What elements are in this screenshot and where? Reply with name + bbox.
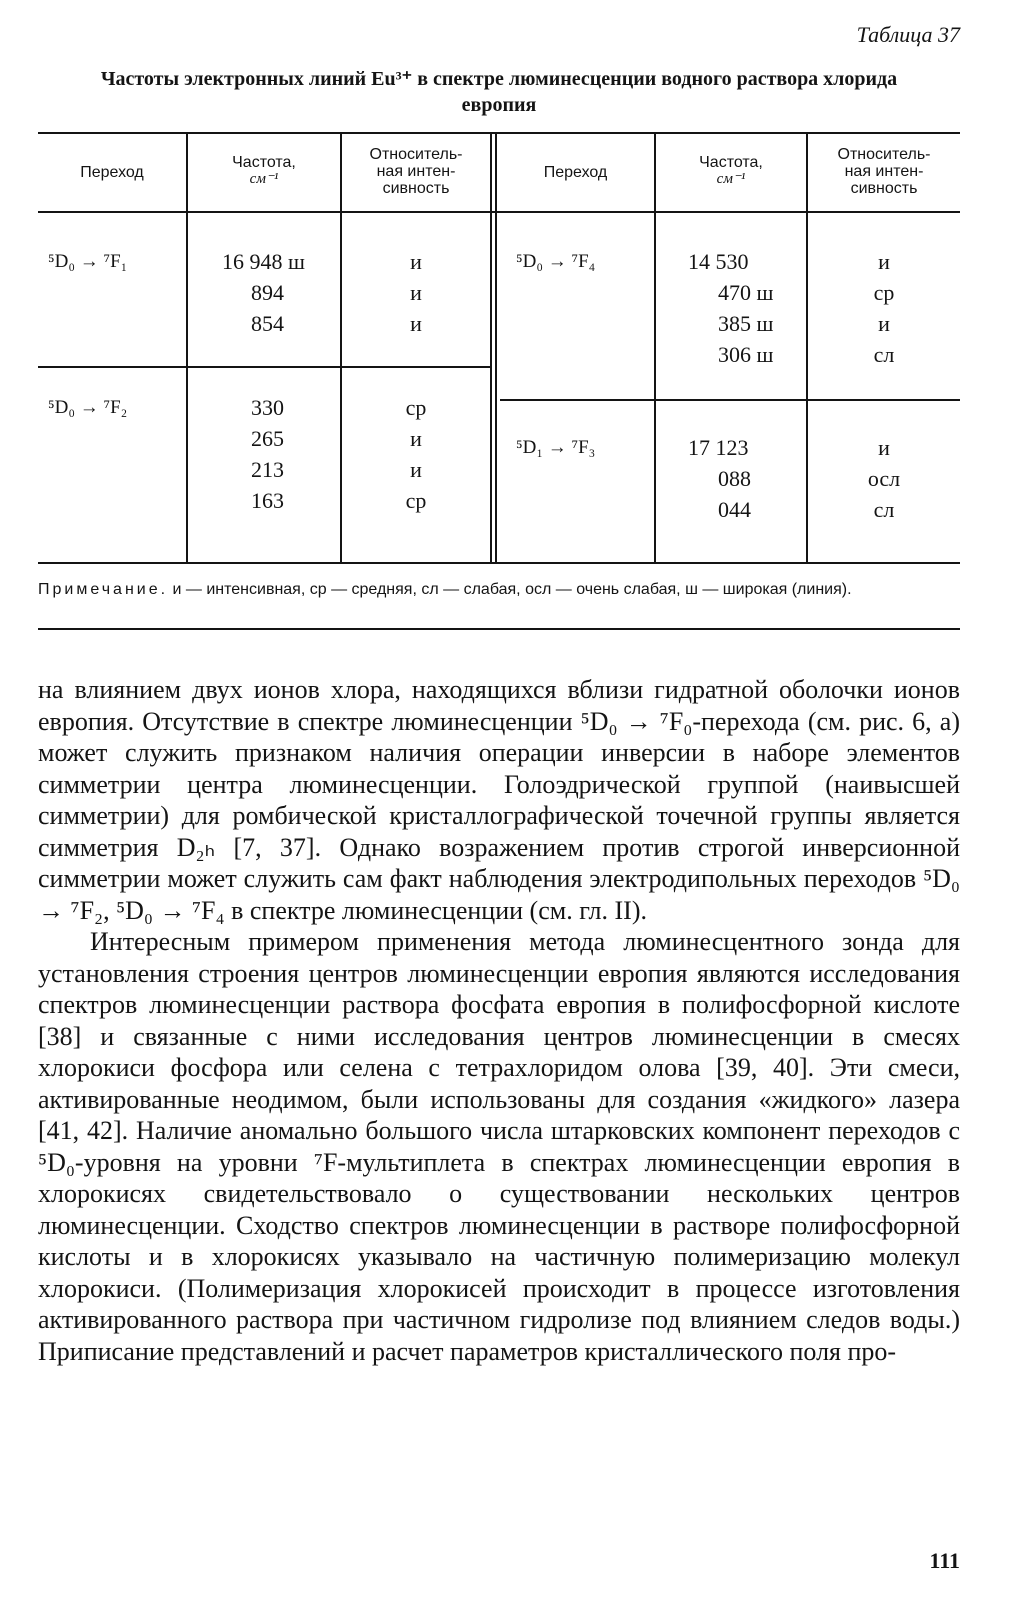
page-number: 111 (929, 1548, 960, 1573)
transition-cell: ⁵D₀ → ⁷F₂ (48, 397, 128, 418)
intensity-cell: и ср и сл (873, 249, 895, 367)
table-note (38, 579, 960, 601)
header-transition-right: Переход (543, 164, 608, 181)
frequency-cell: 330 265 213 163 (251, 395, 284, 513)
intensity-cell: ср и и ср (405, 395, 427, 513)
header-frequency-left: Частота, см⁻¹ (232, 154, 296, 187)
book-page (38, 14, 960, 1584)
table-title: Частоты электронных линий Eu³⁺ в спектре люминесценции водного раствора хлорида европия (100, 68, 898, 116)
transition-cell: ⁵D₀ → ⁷F₁ (48, 251, 128, 272)
table-vline-double-a (490, 134, 492, 562)
frequency-cell: 17 123 088 044 (688, 435, 751, 522)
frequency-cell: 16 948 ш 894 854 (222, 249, 305, 336)
paragraph: Интересным примером применения метода люминесцентного зонда для установления строения центров люминесценции европия являются исследования спектров люминесценции раствора фосфата европия в полифосфорной кислоте [38] и связанные с ними исследования центров люминесценции в смесях хлорокиси фосфора или селена с тетрахлоридом олова [39, 40]. Эти смеси, активированные неодимом, были использованы для создания «жидкого» лазера [41, 42]. Наличие аномально большого числа штарковских компонент переходов с ⁵D₀-уровня на уровни ⁷F-мультиплета в спектрах люминесценции европия в хлорокисях свидетельствовало о существовании нескольких центров люминесценции. Сходство спектров люминесценции в растворе полифосфорной кислоты и в хлорокисях указывало на частичную полимеризацию молекул хлорокиси. (Полимеризация хлорокисей происходит в процессе изготовления активированного раствора при частичном гидролизе под влиянием следов воды.) Приписание представлений и расчет параметров кристаллического поля про- (38, 927, 960, 1366)
paragraph: на влиянием двух ионов хлора, находящихся вблизи гидратной оболочки ионов европия. Отсутствие в спектре люминесценции ⁵D₀ → ⁷F₀-перехода (см. рис. 6, а) может служить признаком наличия операции инверсии в наборе элементов симметрии центра люминесценции. Голоэдрической группой (наивысшей симметрии) для ромбической кристаллографической точечной группы является симметрия D₂ₕ [7, 37]. Однако возражением против строгой инверсионной симметрии может служить сам факт наблюдения электродипольных переходов ⁵D₀ → ⁷F₂, ⁵D₀ → ⁷F₄ в спектре люминесценции (см. гл. II). (38, 675, 960, 925)
intensity-cell: и и и (410, 249, 422, 336)
table-bottom-rule (38, 562, 960, 564)
table-top-rule (38, 132, 960, 134)
header-frequency-right: Частота, см⁻¹ (699, 154, 763, 187)
header-transition-left: Переход (80, 164, 144, 181)
note-text: и — интенсивная, ср — средняя, сл — слабая, осл — очень слабая, ш — широкая (линия). (172, 581, 852, 598)
header-intensity-right: Относитель- ная интен- сивность (837, 146, 931, 197)
table-vline-double-b (495, 134, 497, 562)
table-header-rule (38, 211, 960, 213)
table-row-divider-right (500, 399, 960, 401)
transition-cell: ⁵D₀ → ⁷F₄ (516, 251, 596, 272)
table-vline-1 (186, 134, 188, 562)
intensity-cell: и осл сл (867, 435, 901, 522)
frequency-cell: 14 530 470 ш 385 ш 306 ш (688, 249, 774, 367)
note-label: Примечание. (38, 581, 169, 598)
table-vline-3 (654, 134, 656, 562)
note-bottom-rule (38, 628, 960, 630)
transition-cell: ⁵D₁ → ⁷F₃ (516, 437, 596, 458)
body-text (38, 674, 960, 1367)
table-row-divider-left (38, 366, 490, 368)
header-intensity-left: Относитель- ная интен- сивность (369, 146, 463, 197)
table-label: Таблица 37 (856, 22, 960, 47)
